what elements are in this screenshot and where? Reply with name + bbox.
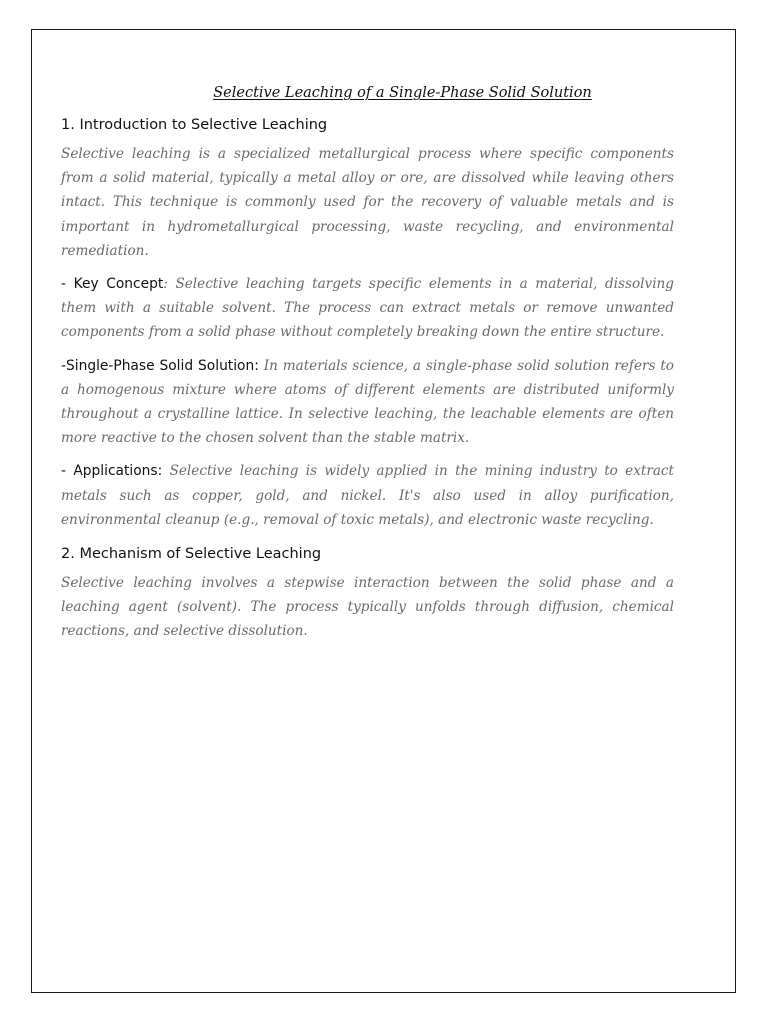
mechanism-paragraph: Selective leaching involves a stepwise interaction between the solid phase and a leaching agent (solvent). The process typically unfolds through diffusion, chemical reactions, and selective dissolution. xyxy=(61,575,674,640)
applications-text: Selective leaching is widely applied in the mining industry to extract metals such as copper, gold, and nickel. It's also used in alloy purification, environmental cleanup (e.g., removal of toxic metals), and electronic waste recycling. xyxy=(61,463,675,528)
document-body xyxy=(61,83,674,653)
document-title: Selective Leaching of a Single-Phase Solid Solution xyxy=(213,85,592,101)
key-concept-colon: : xyxy=(163,276,168,293)
section-heading-introduction: 1. Introduction to Selective Leaching xyxy=(61,117,328,133)
solid-solution-paragraph xyxy=(61,354,674,451)
solid-solution-label: -Single-Phase Solid Solution: xyxy=(61,357,259,374)
key-concept-paragraph xyxy=(61,272,674,345)
applications-label: - Applications: xyxy=(61,463,163,480)
section-heading-mechanism: 2. Mechanism of Selective Leaching xyxy=(61,546,322,563)
introduction-paragraph: Selective leaching is a specialized metallurgical process where specific components from a solid material, typically a metal alloy or ore, are dissolved while leaving others intact. This technique is commonly used for the recovery of valuable metals and is important in hydrometallurgical processing, waste recycling, and environmental remediation. xyxy=(61,146,674,259)
key-concept-text: Selective leaching targets specific elements in a material, dissolving them with a suitable solvent. The process can extract metals or remove unwanted components from a solid phase without completely breaking down the entire structure. xyxy=(61,276,674,341)
applications-paragraph xyxy=(61,459,674,532)
key-concept-label: - Key Concept xyxy=(61,276,164,293)
solid-solution-text: In materials science, a single-phase solid solution refers to a homogenous mixture where atoms of different elements are distributed uniformly throughout a crystalline lattice. In selective leaching, the leachable elements are often more reactive to the chosen solvent than the stable matrix. xyxy=(61,357,674,447)
